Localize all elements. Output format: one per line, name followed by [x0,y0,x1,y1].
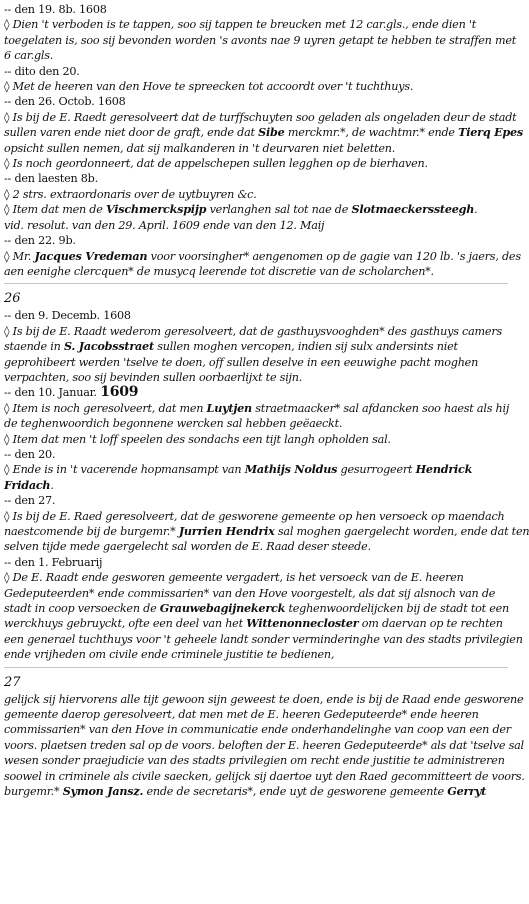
text-segment: sal moghen gaergelecht worden, ende dat ten [274,525,529,538]
text-segment: -- dito den 20. [4,64,80,78]
text-line [4,722,511,737]
text-line [4,784,508,799]
text-segment: -- den 10. Januar. [4,386,101,400]
name-highlight: Luytjen [206,400,252,415]
text-segment: gemeente daerop geresolveert, dat men met de E. heeren Gedeputeerde* ende heeren [4,708,479,722]
text-segment: vid. resolut. van den 29. April. 1609 ende van den 12. Maij [4,218,325,232]
text-line [4,753,508,768]
text-segment: voor voorsingher* aengenomen op de gagie van 120 lb. 's jaers, des [147,249,521,263]
date-heading [4,64,508,79]
text-line [4,416,508,431]
name-highlight: Wittenonnecloster [246,616,359,631]
text-segment: sullen moghen vercopen, indien sij sulx andersints niet [153,340,458,354]
text-segment: burgemr.* [4,785,63,799]
date-heading [4,447,508,462]
text-line [4,33,517,48]
text-segment: de teghenwoordich begonnene wercken sal hebben geëaeckt. [4,417,343,431]
text-segment: aen eenighe clercquen* de musycq leerende tot discretie van de scholarchen*. [4,264,434,278]
name-highlight: Symon Jansz. [62,784,144,799]
text-segment: werckhuys gebruyckt, ofte een deel van het [4,617,247,631]
text-line [4,187,508,202]
text-segment: wesen sonder praejudicie van des stadts privilegien om recht ende justitie te administreren [4,754,505,768]
text-segment: gesurrogeert [337,463,416,477]
text-line [4,339,508,354]
text-segment: commissarien* van den Hove in communicatie ende onderhandelinghe van coop van een der [4,723,511,737]
text-line [4,692,524,707]
text-line [4,616,508,631]
page-number: 26 [4,291,21,307]
text-segment: ◊ Mr. [4,249,35,263]
text-segment: staende in [4,340,64,354]
name-highlight: Sibe [258,125,285,140]
date-heading [4,308,508,323]
name-highlight: Fridach [4,477,51,492]
name-highlight: Gerryt [447,784,487,799]
text-line [4,509,508,524]
text-segment: een generael tuchthuys voor 't geheele landt sonder verminderinghe van des stadts privilegien [4,632,523,646]
text-segment: ◊ Item dat men de [4,203,106,217]
text-segment: teghenwoordelijcken bij de stadt tot een [285,602,509,616]
page-separator [4,667,508,668]
name-highlight: Jurrien Hendrix [178,524,275,538]
text-segment: -- den 20. [4,447,56,461]
text-segment: 6 car.gls. [4,49,54,63]
text-line [4,462,508,477]
text-segment: ◊ Item dat men 't loff speelen des sondachs een tijt langh opholden sal. [4,432,391,446]
text-segment: ◊ Met de heeren van den Hove te spreecken tot accoordt over 't tuchthuys. [4,80,414,94]
text-line [4,769,525,784]
text-segment: voors. plaetsen treden sal op de voors. beloften der E. heeren Gedeputeerde* als dat 'tselve sal [4,738,524,752]
text-segment: sullen varen ende niet door de graft, ende dat [4,126,259,140]
text-line [4,524,529,539]
text-segment: ◊ Ende is in 't vacerende hopmansampt van [4,463,245,477]
text-line [4,601,508,616]
text-segment: . [50,478,54,492]
text-segment: verpachten, soo sij bevinden sullen oorbaerlijxt te sijn. [4,370,303,384]
text-segment: . [474,203,478,217]
text-segment: -- den laesten 8b. [4,172,98,186]
text-line [4,432,508,447]
text-segment: om daervan op te rechten [358,617,503,631]
text-segment: geprohibeert werden 'tselve te doen, off sullen deselve in een eeuwighe pacht moghen [4,355,479,369]
text-segment: ◊ De E. Raadt ende gesworen gemeente vergadert, is het versoeck van de E. heeren [4,571,464,585]
text-segment: -- den 9. Decemb. 1608 [4,309,131,323]
text-segment: ende de secretaris*, ende uyt de gesworene gemeente [143,785,448,799]
text-line [4,707,508,722]
text-line [4,324,508,339]
text-line [4,570,508,585]
text-segment: stadt in coop versoecken de [4,602,160,616]
text-segment: ende vrijheden om civile ende criminele justitie te bedienen, [4,648,335,662]
text-segment: soowel in criminele als civile saecken, gelijck sij daertoe uyt den Raed gecommitteert de voors. [4,769,525,783]
date-heading [4,233,508,248]
date-heading [4,493,508,508]
date-heading [4,385,508,400]
text-segment: -- den 26. Octob. 1608 [4,95,126,109]
text-line [4,248,521,264]
text-line [4,218,508,233]
text-segment: opsicht sullen nemen, dat sij malkanderen in 't deurvaren niet beletten. [4,141,396,155]
text-segment: ◊ Dien 't verboden is te tappen, soo sij tappen te breucken met 12 car.gls., ende dien 't [4,18,477,32]
date-heading [4,94,508,109]
text-segment: Gedeputeerden* ende commissarien* van den Hove voorgestelt, als dat sij alsnoch van de [4,586,496,600]
text-line [4,48,508,63]
text-segment: ◊ Is bij de E. Raed geresolveert, dat de gesworene gemeente op hen versoeck op maendach [4,509,505,523]
name-highlight: Mathijs Noldus [244,462,338,477]
name-highlight: Slotmaeckerssteegh [351,202,475,217]
text-line [4,539,508,554]
text-segment: selven tijde mede gaergelecht sal worden de E. Raad deser steede. [4,540,371,554]
date-heading [4,555,508,570]
text-segment: ◊ Is bij de E. Raadt wederom geresolveert, dat de gasthuysvooghden* des gasthuys camers [4,324,502,338]
text-line [4,647,508,662]
text-line [4,79,508,94]
text-line [4,125,523,140]
name-highlight: Vischmerckspijp [105,202,207,217]
text-line [4,17,508,32]
text-line [4,141,508,156]
text-segment: -- den 27. [4,494,56,508]
page-separator [4,283,508,284]
text-segment: naestcomende bij de burgemr.* [4,525,179,538]
text-line [4,110,517,125]
date-heading [4,171,508,186]
text-segment: ◊ Is noch geordonneert, dat de appelschepen sullen legghen op de bierhaven. [4,157,428,171]
text-segment: verlanghen sal tot nae de [206,203,352,217]
text-segment: -- den 19. 8b. 1608 [4,3,107,16]
text-line [4,264,508,279]
text-segment: straetmaacker* sal afdancken soo haest als hij [251,401,510,415]
name-highlight: Jacques Vredeman [34,248,148,263]
text-line [4,478,508,493]
text-line [4,401,508,416]
text-segment: ◊ 2 strs. extraordonaris over de uytbuyren &c. [4,187,257,201]
text-line [4,370,508,385]
text-line [4,156,508,171]
text-line [4,355,508,370]
text-segment: merckmr.*, de wachtmr.* ende [284,126,459,140]
text-segment: gelijck sij hiervorens alle tijt gewoon sijn geweest te doen, ende is bij de Raad ende gesworene [4,692,524,706]
name-highlight: Grauwebagijnekerck [159,601,286,616]
year-highlight: 1609 [100,384,139,401]
name-highlight: S. Jacobsstraet [63,339,154,354]
text-line [4,632,523,647]
name-highlight: Hendrick [415,462,473,477]
text-segment: -- den 1. Februarij [4,555,103,569]
text-segment: ◊ Item is noch geresolveert, dat men [4,401,207,415]
text-segment: -- den 22. 9b. [4,234,76,248]
text-line [4,586,508,601]
name-highlight: Tierq Epes [458,125,523,140]
text-segment: ◊ Is bij de E. Raedt geresolveert dat de turffschuyten soo geladen als ongeladen deur de stadt [4,110,517,124]
text-line [4,202,508,217]
date-heading [4,2,508,17]
text-line [4,738,524,753]
page-number: 27 [4,674,21,690]
text-segment: toegelaten is, soo sij bevonden worden 's avonts nae 9 uyren getapt te hebben te straffen met [4,33,517,47]
